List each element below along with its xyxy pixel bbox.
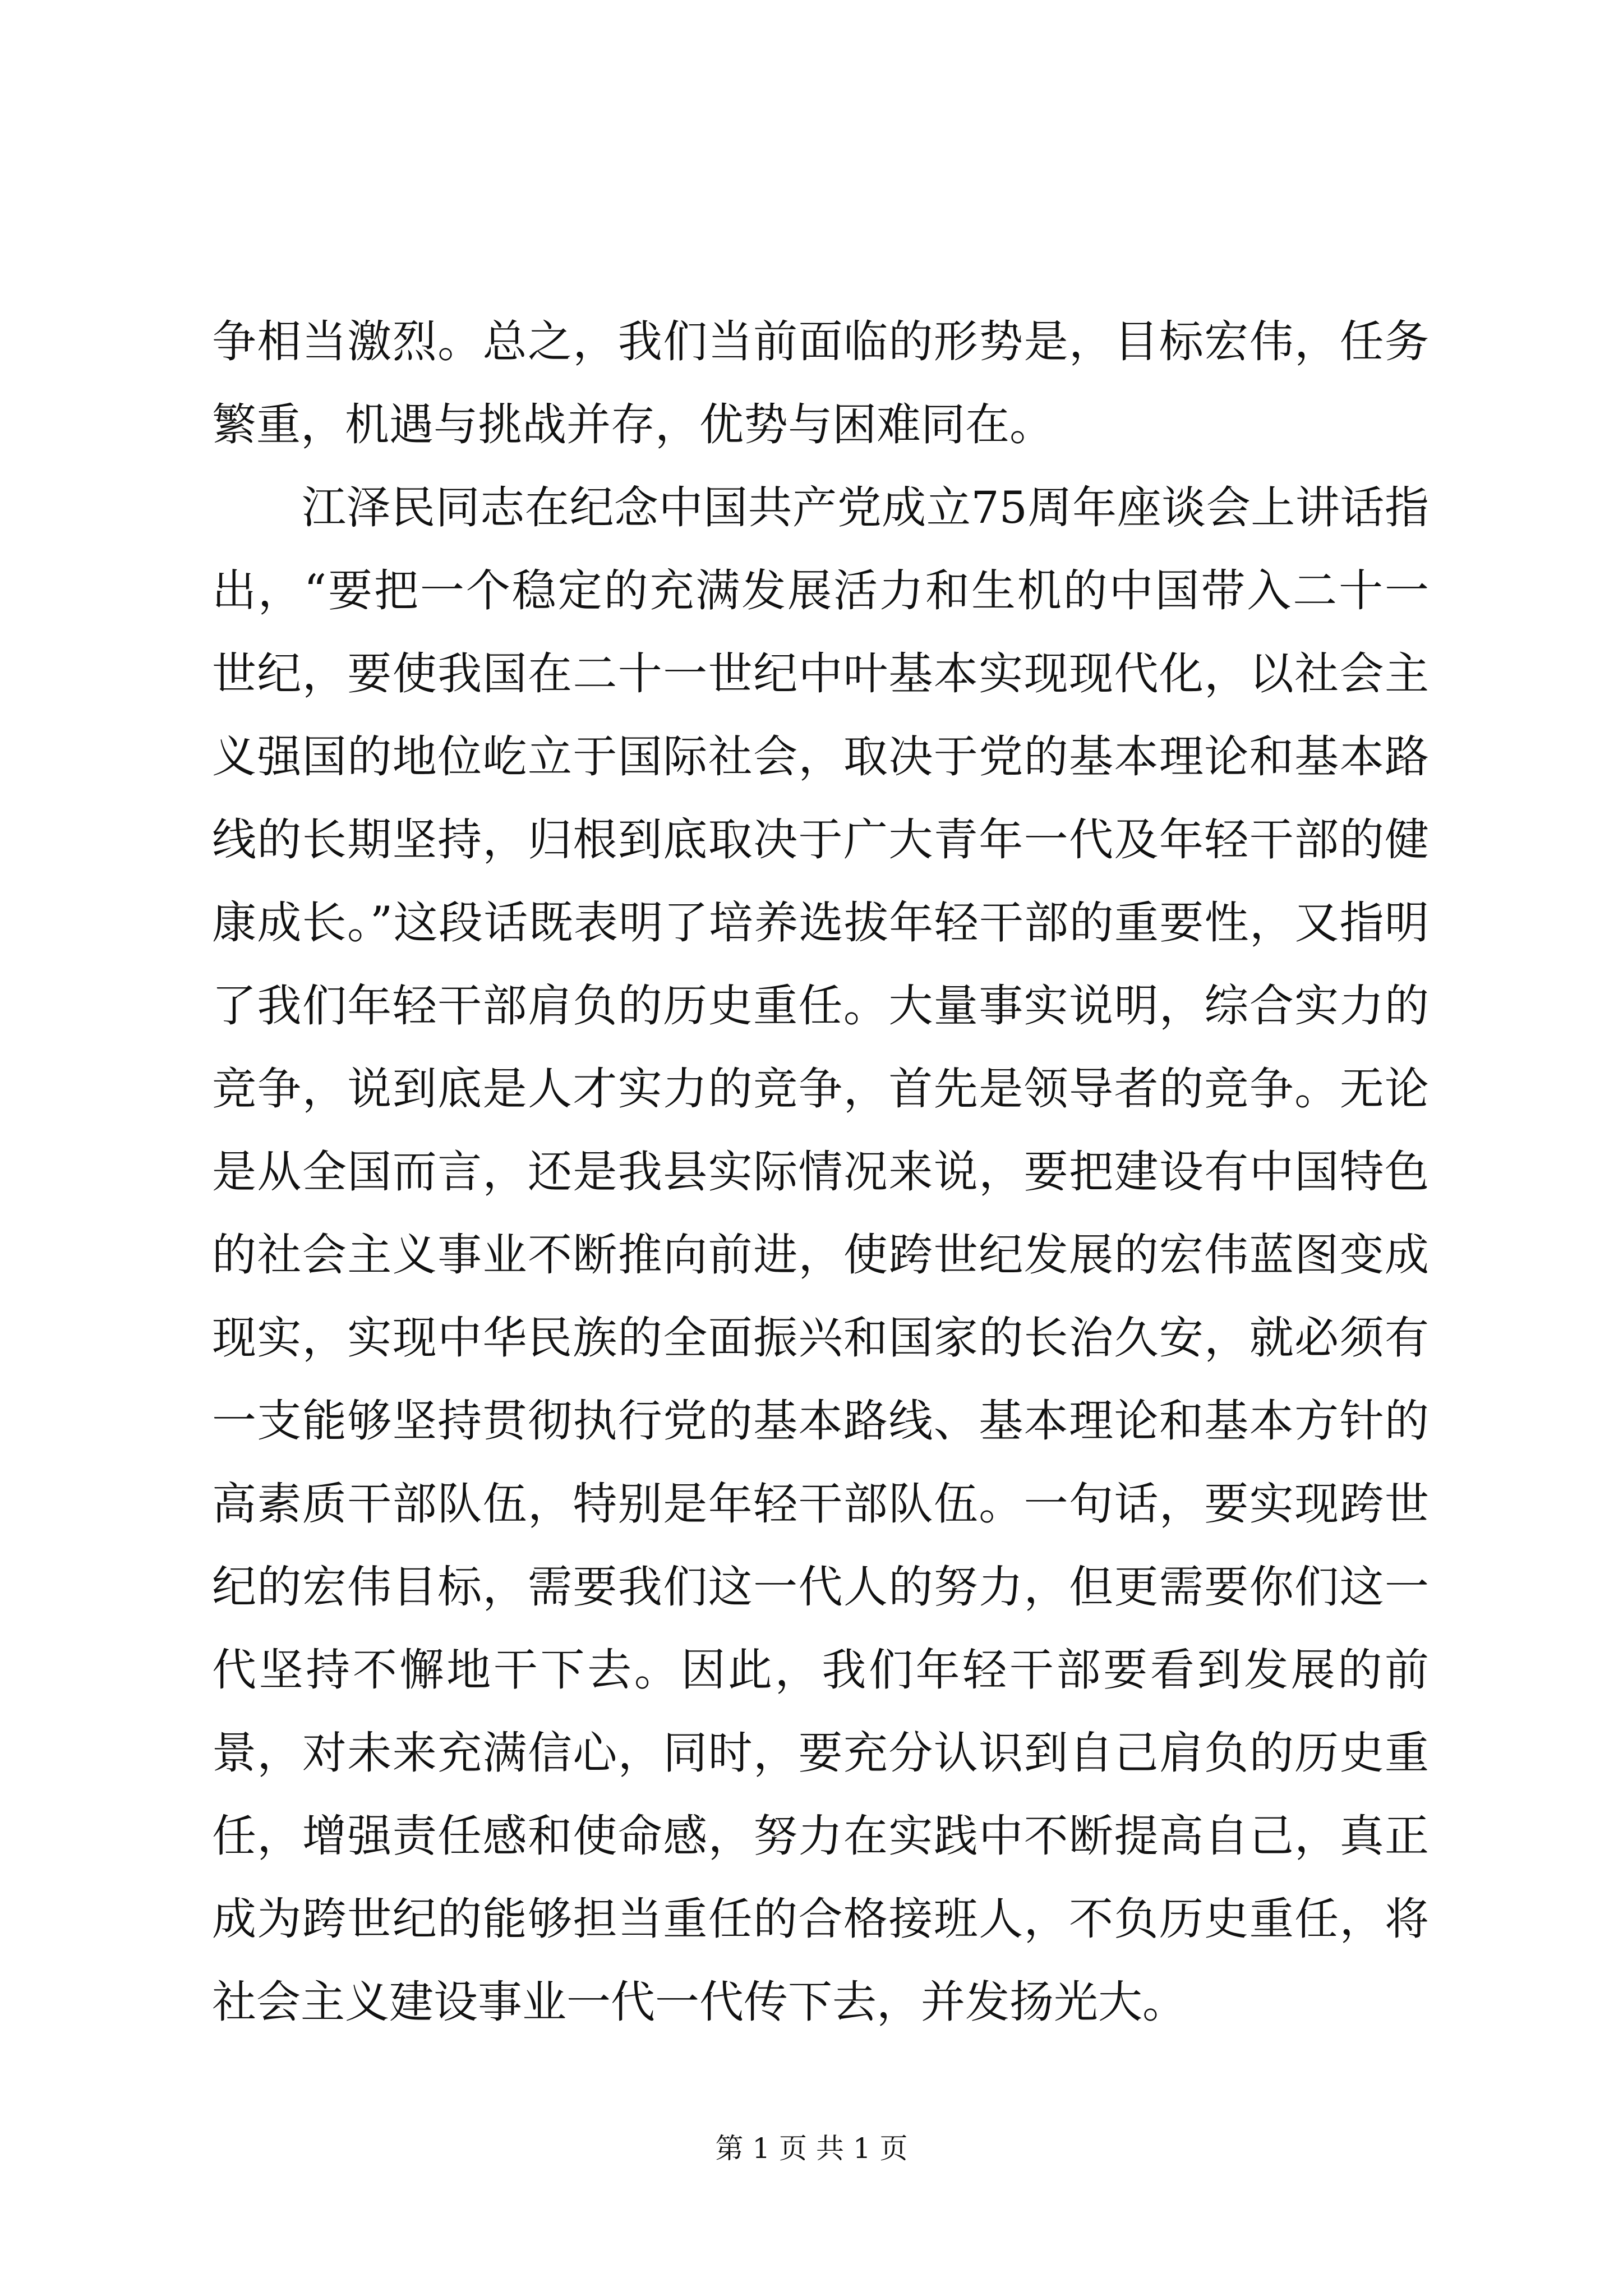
- paragraph-continued: 争相当激烈。总之，我们当前面临的形势是，目标宏伟，任务繁重，机遇与挑战并存，优势与困难同在。: [212, 316, 1429, 450]
- paragraph-main: 江泽民同志在纪念中国共产党成立75周年座谈会上讲话指出，“要把一个稳定的充满发展活力和生机的中国带入二十一世纪，要使我国在二十一世纪中叶基本实现现代化，以社会主义强国的地位屹立于国际社会，取决于党的基本理论和基本路线的长期坚持，归根到底取决于广大青年一代及年轻干部的健康成长。”这段话既表明了培养选拔年轻干部的重要性，又指明了我们年轻干部肩负的历史重任。大量事实说明，综合实力的竞争，说到底是人才实力的竞争，首先是领导者的竞争。无论是从全国而言，还是我县实际情况来说，要把建设有中国特色的社会主义事业不断推向前进，使跨世纪发展的宏伟蓝图变成现实，实现中华民族的全面振兴和国家的长治久安，就必须有一支能够坚持贯彻执行党的基本路线、基本理论和基本方针的高素质干部队伍，特别是年轻干部队伍。一句话，要实现跨世纪的宏伟目标，需要我们这一代人的努力，但更需要你们这一代坚持不懈地干下去。因此，我们年轻干部要看到发展的前景，对未来充满信心，同时，要充分认识到自己肩负的历史重任，增强责任感和使命感，努力在实践中不断提高自己，真正成为跨世纪的能够担当重任的合格接班人，不负历史重任，将社会主义建设事业一代一代传下去，并发扬光大。: [212, 482, 1429, 2028]
- document-body: [212, 300, 1429, 2044]
- page-number-footer: 第 1 页 共 1 页: [715, 2132, 908, 2165]
